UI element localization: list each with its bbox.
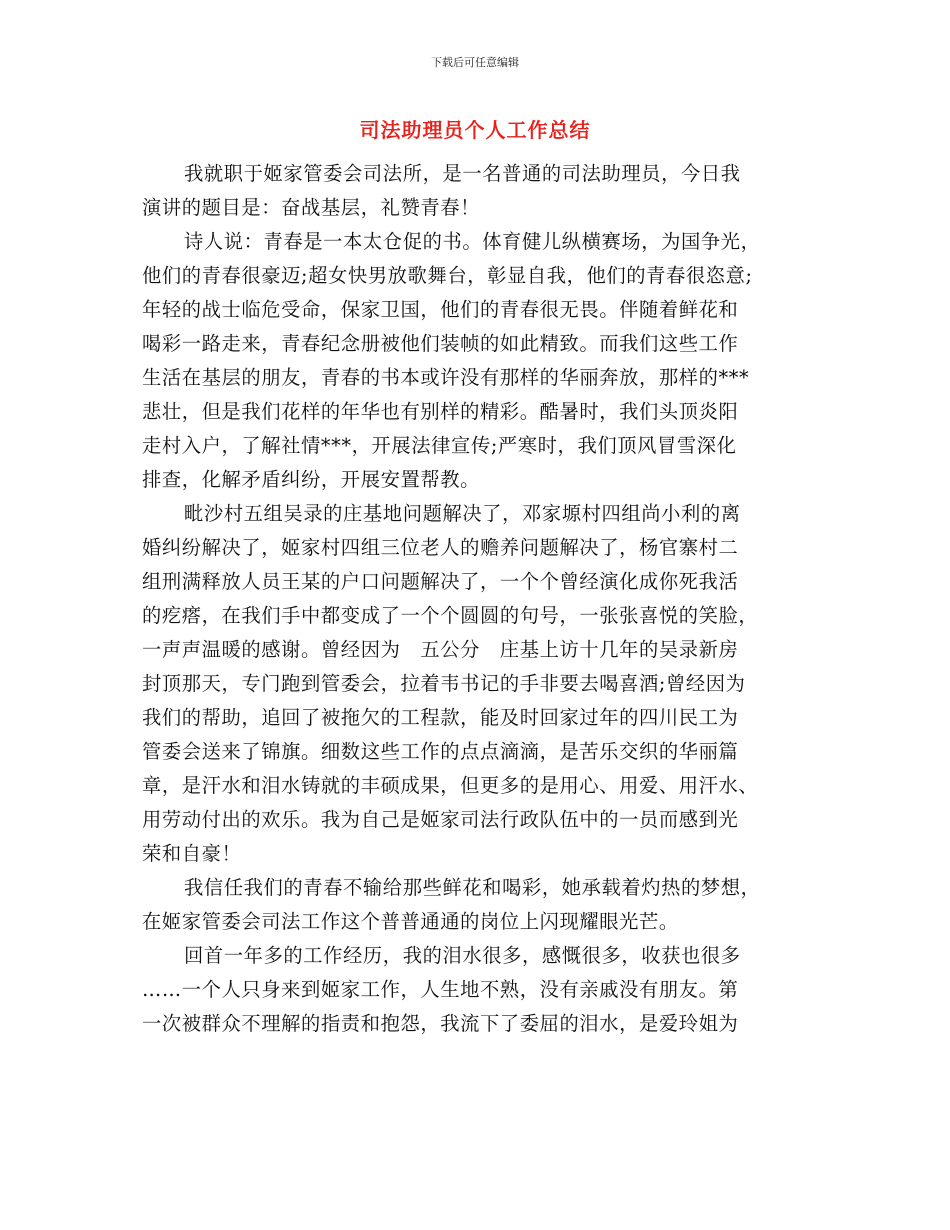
paragraph-line: 毗沙村五组吴录的庄基地问题解决了，邓家塬村四组尚小利的离 bbox=[184, 502, 741, 525]
paragraph-line: 我信任我们的青春不输给那些鲜花和喝彩，她承载着灼热的梦想， bbox=[184, 876, 761, 899]
document-title: 司法助理员个人工作总结 bbox=[359, 118, 591, 142]
paragraph-line: 我们的帮助，追回了被拖欠的工程款，能及时回家过年的四川民工为 bbox=[142, 706, 739, 729]
document-body bbox=[142, 157, 810, 1041]
paragraph-line: 封顶那天，专门跑到管委会，拉着韦书记的手非要去喝喜酒;曾经因为 bbox=[142, 672, 746, 695]
paragraph-line: 悲壮，但是我们花样的年华也有别样的精彩。酷暑时，我们头顶炎阳 bbox=[142, 400, 739, 423]
paragraph-line: 生活在基层的朋友，青春的书本或许没有那样的华丽奔放，那样的*** bbox=[142, 366, 750, 389]
paragraph-line: 一声声温暖的感谢。曾经因为 五公分 庄基上访十几年的吴录新房 bbox=[142, 638, 739, 661]
paragraph-line: ……一个人只身来到姬家工作，人生地不熟，没有亲戚没有朋友。第 bbox=[142, 978, 739, 1001]
paragraph-line: 排查，化解矛盾纠纷，开展安置帮教。 bbox=[142, 468, 480, 491]
paragraph-line: 我就职于姬家管委会司法所，是一名普通的司法助理员，今日我 bbox=[184, 162, 741, 185]
paragraph-line: 演讲的题目是：奋战基层，礼赞青春！ bbox=[142, 196, 480, 219]
paragraph-line: 回首一年多的工作经历，我的泪水很多，感慨很多，收获也很多 bbox=[184, 944, 741, 967]
paragraph-line: 年轻的战士临危受命，保家卫国，他们的青春很无畏。伴随着鲜花和 bbox=[142, 298, 739, 321]
paragraph-line: 荣和自豪！ bbox=[142, 842, 242, 865]
paragraph-line: 婚纠纷解决了，姬家村四组三位老人的赡养问题解决了，杨官寨村二 bbox=[142, 536, 739, 559]
paragraph-line: 诗人说：青春是一本太仓促的书。体育健儿纵横赛场，为国争光， bbox=[184, 230, 761, 253]
page-header-note: 下载后可任意编辑 bbox=[431, 56, 519, 69]
paragraph-line: 一次被群众不理解的指责和抱怨，我流下了委屈的泪水，是爱玲姐为 bbox=[142, 1012, 739, 1035]
paragraph-line: 在姬家管委会司法工作这个普普通通的岗位上闪现耀眼光芒。 bbox=[142, 910, 679, 933]
paragraph-line: 管委会送来了锦旗。细数这些工作的点点滴滴，是苦乐交织的华丽篇 bbox=[142, 740, 739, 763]
paragraph-line: 他们的青春很豪迈;超女快男放歌舞台，彰显自我，他们的青春很恣意; bbox=[142, 264, 753, 287]
paragraph-line: 喝彩一路走来，青春纪念册被他们装帧的如此精致。而我们这些工作 bbox=[142, 332, 739, 355]
paragraph-line: 组刑满释放人员王某的户口问题解决了，一个个曾经演化成你死我活 bbox=[142, 570, 739, 593]
paragraph-line: 的疙瘩，在我们手中都变成了一个个圆圆的句号，一张张喜悦的笑脸， bbox=[142, 604, 759, 627]
paragraph-line: 章，是汗水和泪水铸就的丰硕成果，但更多的是用心、用爱、用汗水、 bbox=[142, 774, 759, 797]
paragraph-line: 用劳动付出的欢乐。我为自己是姬家司法行政队伍中的一员而感到光 bbox=[142, 808, 739, 831]
paragraph-line: 走村入户，了解社情***，开展法律宣传;严寒时，我们顶风冒雪深化 bbox=[142, 434, 737, 457]
